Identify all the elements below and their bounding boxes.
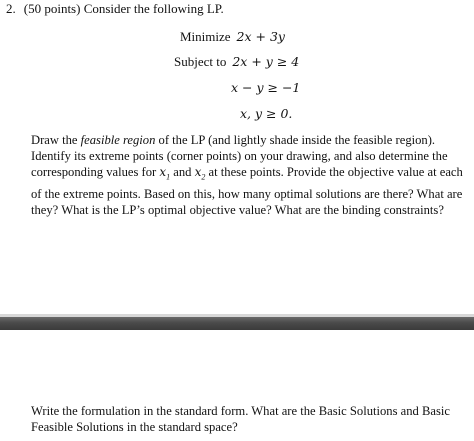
q1-part-1: Draw the	[31, 133, 81, 147]
problem-title: (50 points) Consider the following LP.	[23, 1, 224, 16]
q1-var-x1: x	[159, 165, 167, 179]
objective-function: 2x + 3y	[236, 29, 285, 44]
problem-heading	[6, 1, 224, 17]
question-2-text: Write the formulation in the standard form. What are the Basic Solutions and Basic Feasible Solutions in the standard space?	[31, 404, 450, 434]
problem-number: 2.	[6, 1, 16, 16]
q1-part-3: of the LP (and lightly shade inside the feasible region). Identify its extreme points (corner points) on your drawing, and also determine the corresponding values for	[31, 133, 448, 179]
question-1-text	[31, 132, 466, 218]
lp-constraint-row-2	[231, 80, 300, 96]
lp-objective-row	[180, 29, 285, 45]
constraint-1: 2x + y ≥ 4	[232, 54, 300, 69]
section-divider-bar	[0, 317, 474, 330]
objective-label: Minimize	[180, 29, 231, 44]
lp-constraint-row-1	[174, 54, 299, 70]
constraint-2: x − y ≥ −1	[231, 80, 301, 95]
q1-part-5: at these points. Provide the objective value at each of the extreme points. Based on this, how many optimal solutions are there? What are they? What is the LP’s optimal objective value? What are the binding constraints?	[31, 165, 463, 217]
lp-constraint-row-3	[240, 106, 292, 122]
q1-feasible-region-term: feasible region	[80, 133, 156, 147]
q1-sub-2: 2	[201, 172, 206, 182]
constraint-nonnegativity: x, y ≥ 0.	[240, 106, 293, 121]
q1-part-4: and	[170, 165, 195, 179]
subject-to-label: Subject to	[174, 54, 227, 69]
q1-sub-1: 1	[166, 172, 171, 182]
q1-var-x2: x	[194, 165, 202, 179]
